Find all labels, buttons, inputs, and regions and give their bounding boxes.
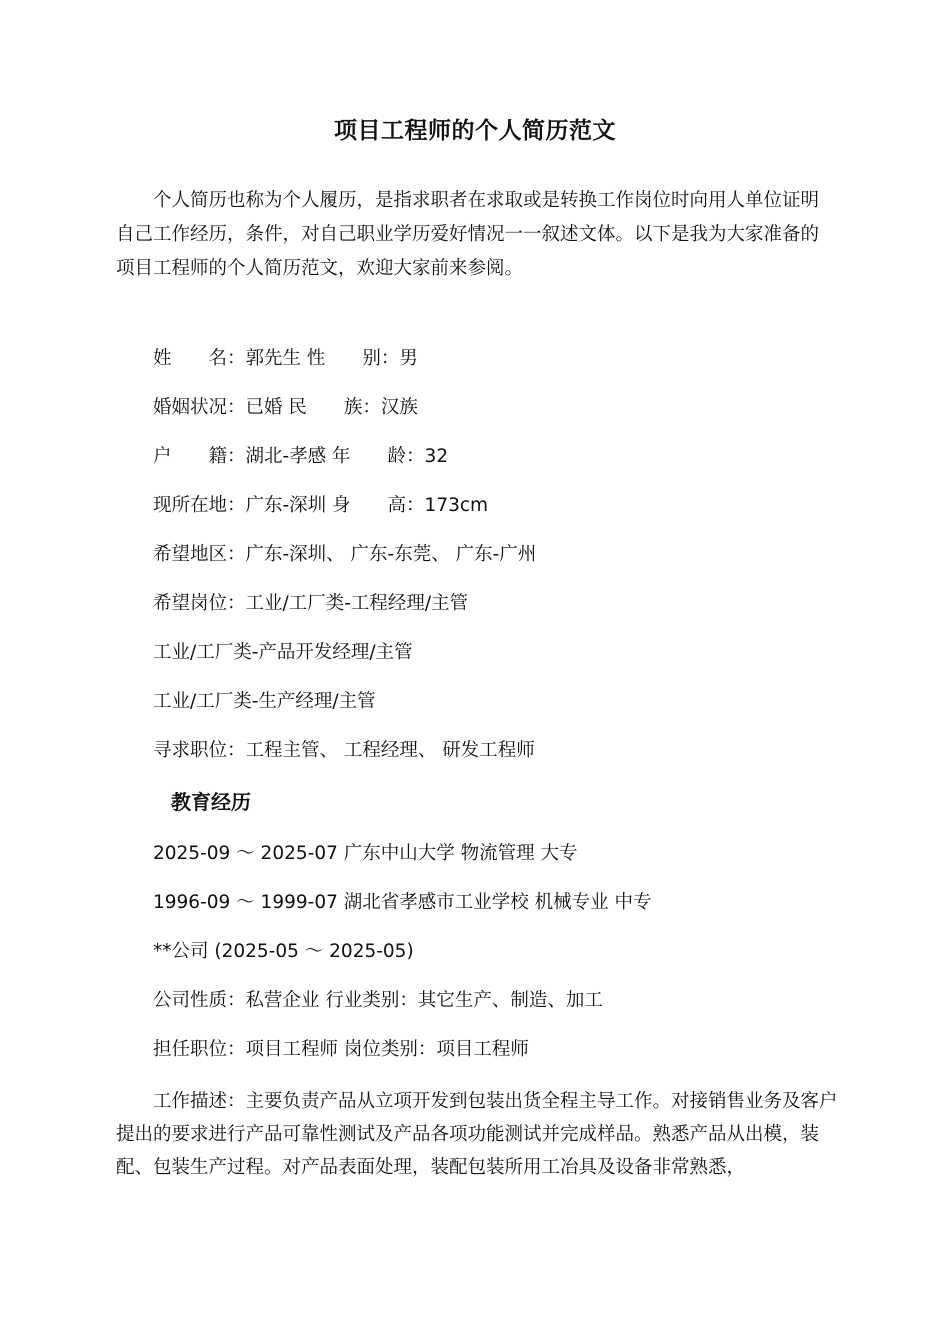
education-heading: 教育经历 [171,790,251,814]
work-company-type: 公司性质：私营企业 行业类别：其它生产、制造、加工 [153,990,603,1011]
education-entry: 1996-09 ～ 1999-07 湖北省孝感市工业学校 机械专业 中专 [153,892,652,913]
work-description: 工作描述：主要负责产品从立项开发到包装出货全程主导工作。对接销售业务及客户提出的要求进行产品可靠性测试及产品各项功能测试并完成样品。熟悉产品从出模，装配、包装生产过程。对产品表面处理，装配包装所用工冶具及设备非常熟悉， [116,1091,838,1178]
info-seeking-job: 寻求职位：工程主管、 工程经理、 研发工程师 [153,740,535,761]
info-desired-position-2: 工业/工厂类-产品开发经理/主管 [153,642,413,663]
info-desired-area: 希望地区：广东-深圳、 广东-东莞、 广东-广州 [153,544,537,565]
intro-paragraph: 个人简历也称为个人履历，是指求职者在求取或是转换工作岗位时向用人单位证明自己工作经历，条件，对自己职业学历爱好情况一一叙述文体。以下是我为大家准备的项目工程师的个人简历范文，欢迎大家前来参阅。 [116,190,820,279]
info-desired-position-3: 工业/工厂类-生产经理/主管 [153,691,376,712]
info-hukou-age: 户 籍：湖北-孝感 年 龄：32 [153,446,449,467]
info-marital-ethnicity: 婚姻状况：已婚 民 族：汉族 [153,397,418,418]
info-location-height: 现所在地：广东-深圳 身 高：173cm [153,495,489,516]
info-name-gender: 姓 名：郭先生 性 别：男 [153,348,418,369]
page-title: 项目工程师的个人简历范文 [334,118,616,144]
education-entry: 2025-09 ～ 2025-07 广东中山大学 物流管理 大专 [153,843,578,864]
work-company: **公司 (2025-05 ～ 2025-05) [153,941,414,962]
work-position: 担任职位：项目工程师 岗位类别：项目工程师 [153,1039,529,1060]
info-desired-position: 希望岗位：工业/工厂类-工程经理/主管 [153,593,469,614]
